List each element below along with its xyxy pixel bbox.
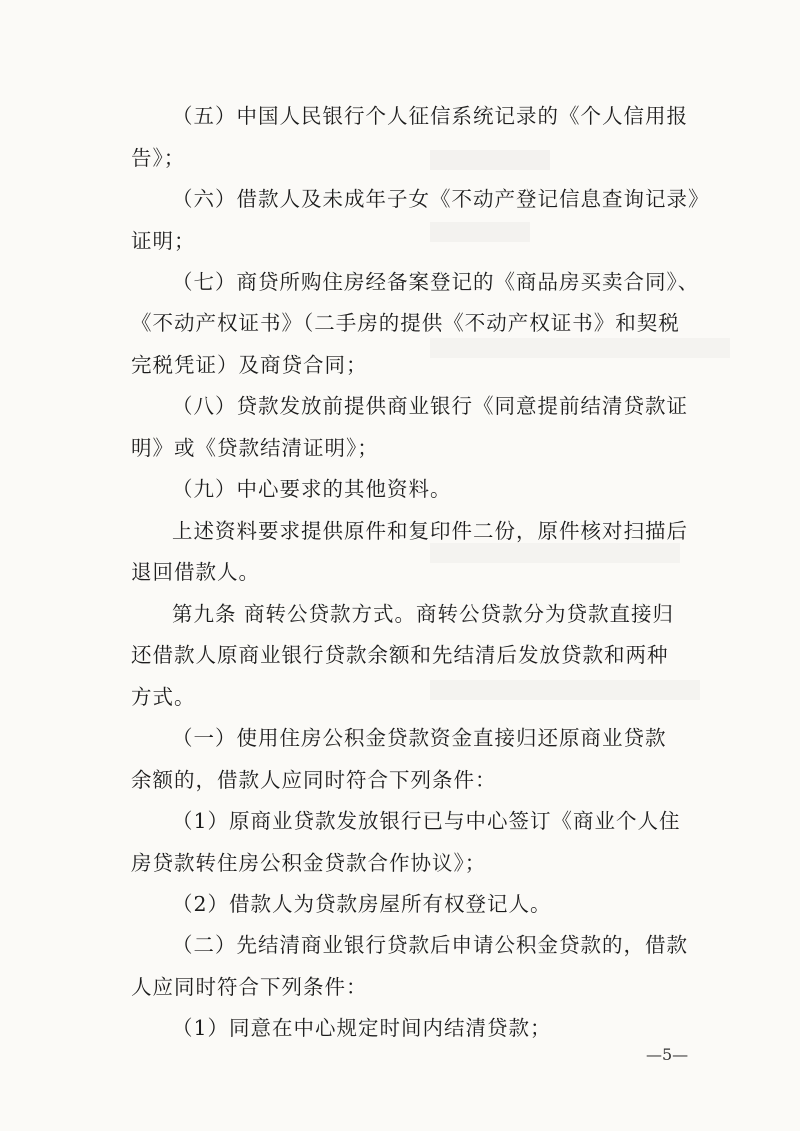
text-line: （2）借款人为贷款房屋所有权登记人。 bbox=[172, 892, 552, 916]
text-line: 证明； bbox=[131, 229, 196, 253]
text-line: 上述资料要求提供原件和复印件二份，原件核对扫描后 bbox=[172, 519, 688, 543]
text-line: 告》； bbox=[131, 146, 186, 170]
text-line: 完税凭证）及商贷合同； bbox=[131, 353, 368, 377]
text-line: （九）中心要求的其他资料。 bbox=[172, 477, 452, 501]
text-line: 房贷款转住房公积金贷款合作协议》； bbox=[131, 851, 487, 875]
text-line: 明》或《贷款结清证明》； bbox=[131, 436, 379, 460]
bleed-through-mark bbox=[430, 338, 730, 358]
text-line: （一）使用住房公积金贷款资金直接归还原商业贷款 bbox=[172, 726, 667, 750]
text-line: 《不动产权证书》（二手房的提供《不动产权证书》和契税 bbox=[131, 311, 680, 335]
text-line: （1）原商业贷款发放银行已与中心签订《商业个人住 bbox=[172, 809, 681, 833]
text-line: 还借款人原商业银行贷款余额和先结清后发放贷款和两种 bbox=[131, 643, 669, 667]
text-line: （七）商贷所购住房经备案登记的《商品房买卖合同》、 bbox=[172, 270, 700, 294]
section-heading: 第九条 商转公贷款方式。商转公贷款分为贷款直接归 bbox=[172, 602, 675, 626]
text-line: （六）借款人及未成年子女《不动产登记信息查询记录》 bbox=[172, 187, 710, 211]
bleed-through-mark bbox=[430, 150, 550, 170]
bleed-through-mark bbox=[430, 543, 680, 563]
text-line: （二）先结清商业银行贷款后申请公积金贷款的，借款 bbox=[172, 933, 688, 957]
bleed-through-mark bbox=[430, 680, 700, 700]
text-line: 人应同时符合下列条件： bbox=[131, 975, 368, 999]
text-line: 退回借款人。 bbox=[131, 560, 260, 584]
page-number: —5— bbox=[646, 1045, 689, 1064]
text-line: （1）同意在中心规定时间内结清贷款； bbox=[172, 1016, 552, 1040]
text-line: （五）中国人民银行个人征信系统记录的《个人信用报 bbox=[172, 104, 688, 128]
bleed-through-mark bbox=[430, 222, 530, 242]
text-line: 余额的，借款人应同时符合下列条件： bbox=[131, 768, 497, 792]
text-line: （八）贷款发放前提供商业银行《同意提前结清贷款证 bbox=[172, 394, 688, 418]
text-line: 方式。 bbox=[131, 685, 196, 709]
